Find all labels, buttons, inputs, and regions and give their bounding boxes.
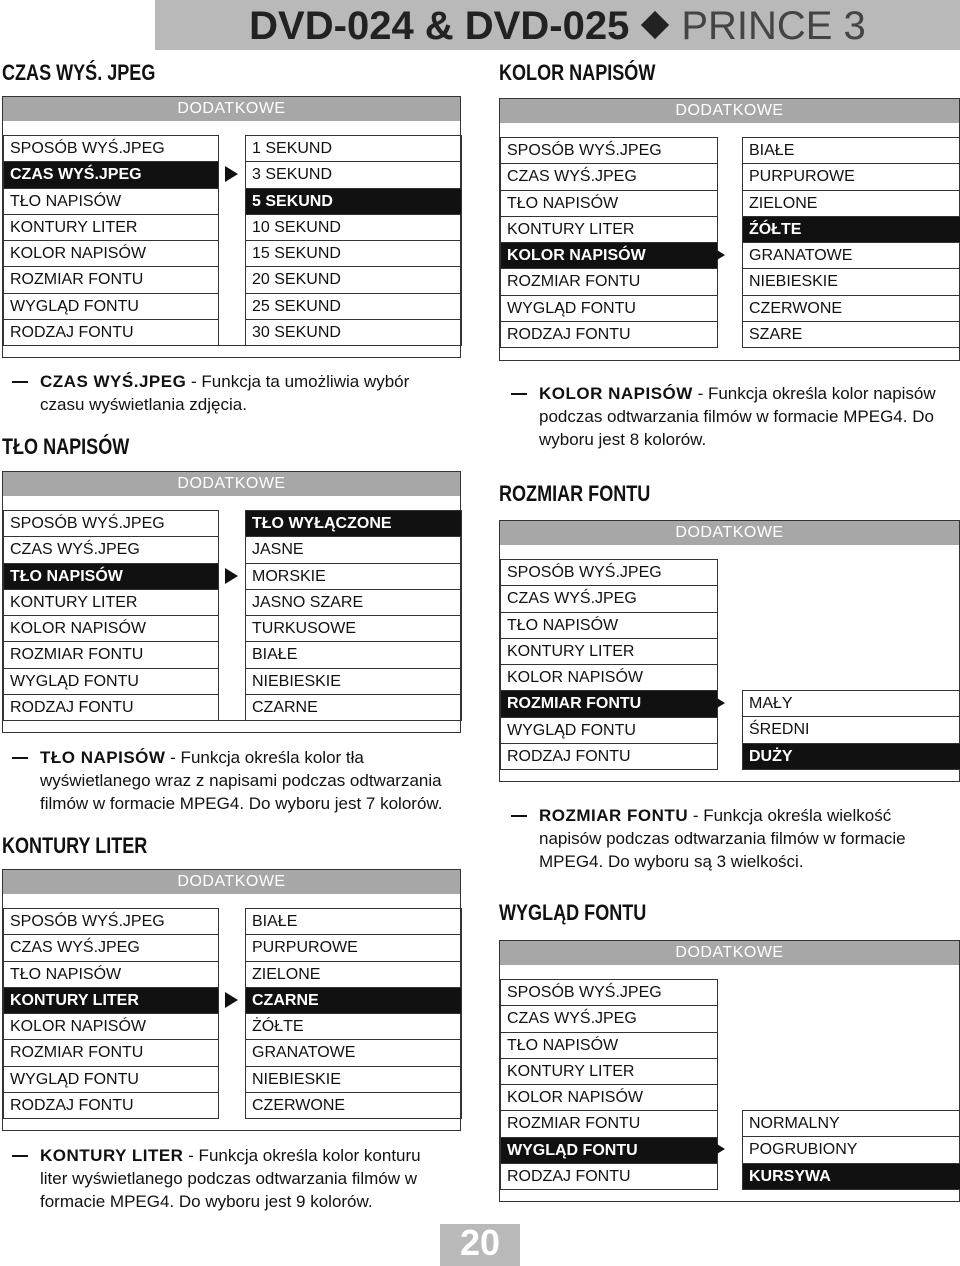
description-text: - Funkcja określa kolor napisów podczas odtwarzania filmów w formacie MPEG4. Do wyboru jest 8 kolorów. bbox=[539, 384, 936, 449]
page-number: 20 bbox=[459, 1222, 501, 1263]
left-list bbox=[3, 135, 219, 346]
description-rozmiar bbox=[539, 804, 939, 873]
option-item[interactable]: 30 SEKUND bbox=[246, 319, 461, 345]
menu-item[interactable]: WYGLĄD FONTU bbox=[501, 717, 717, 743]
description-text: - Funkcja ta umożliwia wybór czasu wyświetlania zdjęcia. bbox=[40, 372, 410, 414]
menu-tab: DODATKOWE bbox=[3, 870, 460, 894]
option-item-selected[interactable]: DUŻY bbox=[743, 743, 960, 769]
menu-wyglad bbox=[499, 940, 960, 1202]
arrow-right-icon bbox=[225, 568, 238, 584]
menu-item[interactable]: KONTURY LITER bbox=[501, 1058, 717, 1084]
section-title-kolor: KOLOR NAPISÓW bbox=[499, 60, 656, 85]
menu-item[interactable]: KOLOR NAPISÓW bbox=[4, 615, 218, 641]
menu-item[interactable]: SPOSÓB WYŚ.JPEG bbox=[501, 137, 717, 163]
description-text: - Funkcja określa wielkość napisów podczas odtwarzania filmów w formacie MPEG4. Do wyboru są 3 wielkości. bbox=[539, 806, 906, 871]
option-item[interactable]: CZERWONE bbox=[246, 1092, 461, 1118]
menu-footer bbox=[2, 720, 461, 733]
header-title bbox=[155, 4, 960, 49]
dash-icon bbox=[12, 1155, 28, 1157]
option-item[interactable]: TURKUSOWE bbox=[246, 615, 461, 641]
menu-item[interactable]: CZAS WYŚ.JPEG bbox=[4, 536, 218, 562]
option-item[interactable]: NIEBIESKIE bbox=[743, 268, 960, 294]
left-list bbox=[3, 908, 219, 1119]
menu-tab: DODATKOWE bbox=[500, 521, 959, 545]
option-item-selected[interactable]: KURSYWA bbox=[743, 1163, 960, 1189]
menu-item[interactable]: CZAS WYŚ.JPEG bbox=[4, 934, 218, 960]
dash-icon bbox=[511, 393, 527, 395]
option-item[interactable]: BIAŁE bbox=[246, 908, 461, 934]
menu-item[interactable]: TŁO NAPISÓW bbox=[501, 1032, 717, 1058]
menu-item[interactable]: WYGLĄD FONTU bbox=[4, 1066, 218, 1092]
option-item[interactable]: PURPUROWE bbox=[743, 163, 960, 189]
menu-item[interactable]: ROZMIAR FONTU bbox=[4, 641, 218, 667]
option-list bbox=[742, 137, 960, 348]
option-item[interactable]: NIEBIESKIE bbox=[246, 668, 461, 694]
menu-item[interactable]: RODZAJ FONTU bbox=[4, 694, 218, 720]
menu-item[interactable]: WYGLĄD FONTU bbox=[4, 668, 218, 694]
menu-item[interactable]: KOLOR NAPISÓW bbox=[501, 1084, 717, 1110]
menu-item[interactable]: RODZAJ FONTU bbox=[4, 319, 218, 345]
option-list bbox=[245, 135, 462, 346]
option-item[interactable]: JASNE bbox=[246, 536, 461, 562]
option-item[interactable]: CZARNE bbox=[246, 694, 461, 720]
menu-item[interactable]: ROZMIAR FONTU bbox=[4, 1039, 218, 1065]
left-list bbox=[500, 979, 718, 1190]
arrow-right-icon bbox=[225, 166, 238, 182]
menu-item[interactable]: RODZAJ FONTU bbox=[501, 1163, 717, 1189]
option-item[interactable]: POGRUBIONY bbox=[743, 1136, 960, 1162]
menu-item[interactable]: SPOSÓB WYŚ.JPEG bbox=[4, 135, 218, 161]
menu-item[interactable]: KONTURY LITER bbox=[4, 589, 218, 615]
menu-item[interactable]: TŁO NAPISÓW bbox=[501, 190, 717, 216]
menu-tab: DODATKOWE bbox=[500, 941, 959, 965]
menu-item[interactable]: SPOSÓB WYŚ.JPEG bbox=[501, 979, 717, 1005]
option-item-selected[interactable]: CZARNE bbox=[246, 987, 461, 1013]
option-item[interactable]: SZARE bbox=[743, 321, 960, 347]
option-item-selected[interactable]: 5 SEKUND bbox=[246, 188, 461, 214]
dash-icon bbox=[511, 815, 527, 817]
description-term: KONTURY LITER bbox=[40, 1146, 184, 1165]
option-item[interactable]: 1 SEKUND bbox=[246, 135, 461, 161]
menu-item-selected[interactable]: KOLOR NAPISÓW bbox=[501, 242, 717, 268]
menu-item[interactable]: SPOSÓB WYŚ.JPEG bbox=[4, 510, 218, 536]
menu-item[interactable]: ROZMIAR FONTU bbox=[4, 266, 218, 292]
menu-item[interactable]: KOLOR NAPISÓW bbox=[4, 1013, 218, 1039]
option-item[interactable]: 3 SEKUND bbox=[246, 161, 461, 187]
menu-item[interactable]: KONTURY LITER bbox=[4, 214, 218, 240]
menu-item[interactable]: CZAS WYŚ.JPEG bbox=[501, 585, 717, 611]
option-list bbox=[742, 1110, 960, 1190]
menu-item-selected[interactable]: ROZMIAR FONTU bbox=[501, 690, 717, 716]
option-item[interactable]: JASNO SZARE bbox=[246, 589, 461, 615]
option-item[interactable]: MAŁY bbox=[743, 690, 960, 716]
menu-item-selected[interactable]: CZAS WYŚ.JPEG bbox=[4, 161, 218, 187]
section-title-tlo: TŁO NAPISÓW bbox=[2, 434, 130, 459]
menu-tab: DODATKOWE bbox=[3, 472, 460, 496]
option-item[interactable]: ZIELONE bbox=[743, 190, 960, 216]
section-title-wyglad: WYGLĄD FONTU bbox=[499, 900, 647, 925]
option-item[interactable]: 25 SEKUND bbox=[246, 293, 461, 319]
menu-tab: DODATKOWE bbox=[500, 99, 959, 123]
dash-icon bbox=[12, 381, 28, 383]
description-czas bbox=[40, 370, 440, 416]
menu-kontury bbox=[2, 869, 461, 1131]
option-item[interactable]: BIAŁE bbox=[246, 641, 461, 667]
menu-item[interactable]: CZAS WYŚ.JPEG bbox=[501, 1005, 717, 1031]
option-item[interactable]: CZERWONE bbox=[743, 295, 960, 321]
menu-item[interactable]: KOLOR NAPISÓW bbox=[4, 240, 218, 266]
left-list bbox=[3, 510, 219, 721]
option-list bbox=[742, 690, 960, 770]
description-text: - Funkcja określa kolor tła wyświetlanego wraz z napisami podczas odtwarzania filmów w formacie MPEG4. Do wyboru jest 7 kolorów. bbox=[40, 748, 443, 813]
menu-item[interactable]: ROZMIAR FONTU bbox=[501, 1110, 717, 1136]
menu-item[interactable]: TŁO NAPISÓW bbox=[4, 961, 218, 987]
option-item[interactable]: PURPUROWE bbox=[246, 934, 461, 960]
option-item[interactable]: 15 SEKUND bbox=[246, 240, 461, 266]
menu-item[interactable]: WYGLĄD FONTU bbox=[501, 295, 717, 321]
menu-item[interactable]: WYGLĄD FONTU bbox=[4, 293, 218, 319]
description-kolor bbox=[539, 382, 957, 451]
description-tlo bbox=[40, 746, 462, 815]
menu-item[interactable]: TŁO NAPISÓW bbox=[4, 188, 218, 214]
option-item[interactable]: NORMALNY bbox=[743, 1110, 960, 1136]
option-item[interactable]: BIAŁE bbox=[743, 137, 960, 163]
menu-item[interactable]: CZAS WYŚ.JPEG bbox=[501, 163, 717, 189]
section-title-rozmiar: ROZMIAR FONTU bbox=[499, 481, 651, 506]
menu-item[interactable]: KONTURY LITER bbox=[501, 638, 717, 664]
left-list bbox=[500, 137, 718, 348]
menu-czas bbox=[2, 96, 461, 358]
option-item[interactable]: 20 SEKUND bbox=[246, 266, 461, 292]
option-item[interactable]: ZIELONE bbox=[246, 961, 461, 987]
menu-kolor bbox=[499, 98, 960, 361]
option-item[interactable]: 10 SEKUND bbox=[246, 214, 461, 240]
menu-item[interactable]: TŁO NAPISÓW bbox=[501, 612, 717, 638]
description-kontury bbox=[40, 1144, 450, 1213]
option-item[interactable]: MORSKIE bbox=[246, 563, 461, 589]
menu-item[interactable]: RODZAJ FONTU bbox=[4, 1092, 218, 1118]
menu-footer bbox=[2, 345, 461, 358]
arrow-right-icon bbox=[712, 1141, 725, 1157]
menu-item[interactable]: RODZAJ FONTU bbox=[501, 321, 717, 347]
option-list bbox=[245, 908, 462, 1119]
menu-item[interactable]: RODZAJ FONTU bbox=[501, 743, 717, 769]
option-item[interactable]: GRANATOWE bbox=[246, 1039, 461, 1065]
section-title-kontury: KONTURY LITER bbox=[2, 833, 148, 858]
description-term: CZAS WYŚ.JPEG bbox=[40, 372, 187, 391]
menu-item[interactable]: ROZMIAR FONTU bbox=[501, 268, 717, 294]
header-model: DVD-024 & DVD-025 bbox=[249, 4, 630, 48]
section-title-czas: CZAS WYŚ. JPEG bbox=[2, 60, 156, 85]
menu-item[interactable]: KOLOR NAPISÓW bbox=[501, 664, 717, 690]
menu-item[interactable]: SPOSÓB WYŚ.JPEG bbox=[501, 559, 717, 585]
option-item[interactable]: NIEBIESKIE bbox=[246, 1066, 461, 1092]
menu-item-selected[interactable]: WYGLĄD FONTU bbox=[501, 1137, 717, 1163]
menu-tlo bbox=[2, 471, 461, 733]
menu-rozmiar bbox=[499, 520, 960, 782]
dash-icon bbox=[12, 757, 28, 759]
arrow-right-icon bbox=[712, 247, 725, 263]
description-term: TŁO NAPISÓW bbox=[40, 748, 166, 767]
option-item-selected[interactable]: TŁO WYŁĄCZONE bbox=[246, 510, 461, 536]
left-list bbox=[500, 559, 718, 770]
menu-item[interactable]: KONTURY LITER bbox=[501, 216, 717, 242]
option-item[interactable]: ŻÓŁTE bbox=[246, 1013, 461, 1039]
description-text: - Funkcja określa kolor konturu liter wyświetlanego podczas odtwarzania filmów w formacie MPEG4. Do wyboru jest 9 kolorów. bbox=[40, 1146, 421, 1211]
arrow-right-icon bbox=[225, 992, 238, 1008]
menu-tab: DODATKOWE bbox=[3, 97, 460, 121]
menu-item-selected[interactable]: TŁO NAPISÓW bbox=[4, 563, 218, 589]
arrow-right-icon bbox=[712, 695, 725, 711]
option-item[interactable]: ŚREDNI bbox=[743, 716, 960, 742]
option-item-selected[interactable]: ŹÓŁTE bbox=[743, 216, 960, 242]
menu-item[interactable]: SPOSÓB WYŚ.JPEG bbox=[4, 908, 218, 934]
menu-item-selected[interactable]: KONTURY LITER bbox=[4, 987, 218, 1013]
option-list bbox=[245, 510, 462, 721]
option-item[interactable]: GRANATOWE bbox=[743, 242, 960, 268]
diamond-icon bbox=[641, 11, 669, 39]
description-term: KOLOR NAPISÓW bbox=[539, 384, 693, 403]
description-term: ROZMIAR FONTU bbox=[539, 806, 689, 825]
header-product: PRINCE 3 bbox=[681, 4, 866, 48]
